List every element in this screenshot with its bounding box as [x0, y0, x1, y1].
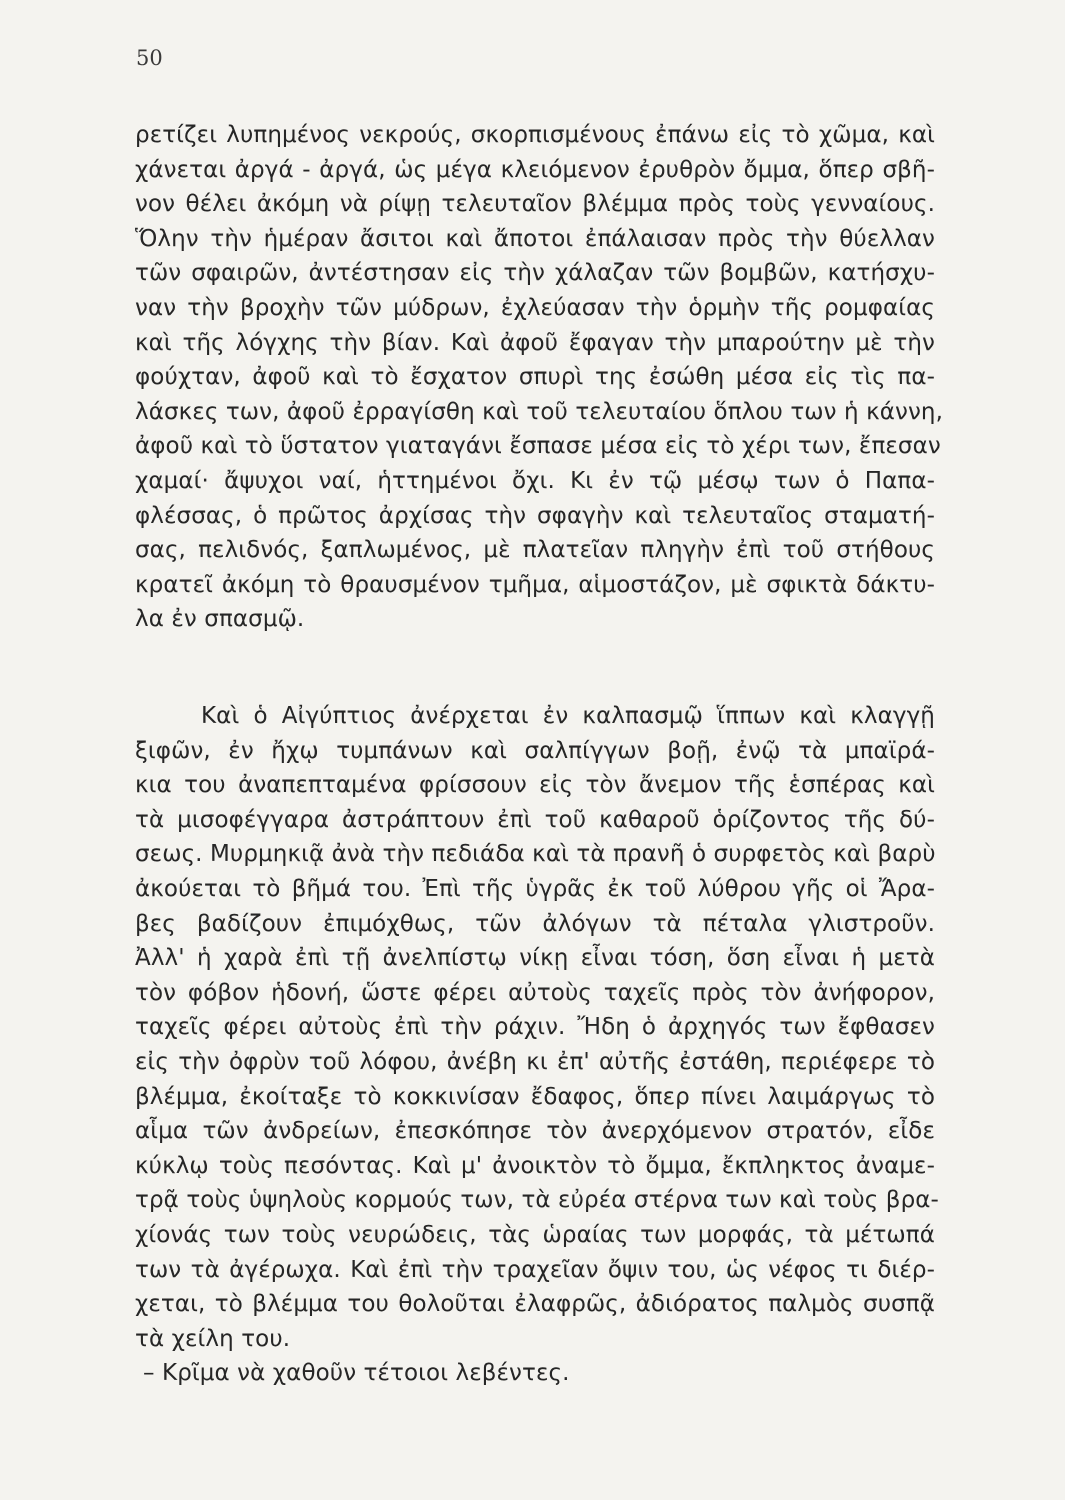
text-line: βες βαδίζουν ἐπιμόχθως, τῶν ἀλόγων τὰ πέταλα γλιστροῦν. — [135, 910, 935, 937]
text-line: εἰς τὴν ὀφρὺν τοῦ λόφου, ἀνέβη κι ἐπ' αὐτῆς ἐστάθη, περιέφερε τὸ — [135, 1048, 935, 1075]
text-line: σεως. Μυρμηκιᾷ ἀνὰ τὴν πεδιάδα καὶ τὰ πρανῆ ὁ συρφετὸς καὶ βαρὺ — [135, 841, 936, 868]
text-line: Ἀλλ' ἡ χαρὰ ἐπὶ τῇ ἀνελπίστῳ νίκῃ εἶναι τόση, ὅση εἶναι ἡ μετὰ — [135, 945, 935, 972]
text-line: τὰ χείλη του. — [135, 1325, 291, 1352]
text-line: των τὰ ἀγέρωχα. Καὶ ἐπὶ τὴν τραχεῖαν ὄψιν του, ὡς νέφος τι διέρ- — [135, 1256, 935, 1283]
dialogue-line: – Κρῖμα νὰ χαθοῦν τέτοιοι λεβέντες. — [143, 1360, 570, 1387]
text-line: ἀκούεται τὸ βῆμά του. Ἐπὶ τῆς ὑγρᾶς ἐκ τοῦ λύθρου γῆς οἱ Ἄρα- — [135, 875, 935, 902]
paragraph-2 — [135, 699, 939, 1391]
page-number: 50 — [136, 46, 163, 70]
text-line: νον θέλει ἀκόμη νὰ ρίψῃ τελευταῖον βλέμμα πρὸς τοὺς γενναίους. — [135, 191, 935, 218]
text-line: χάνεται ἀργά - ἀργά, ὡς μέγα κλειόμενον ἐρυθρὸν ὄμμα, ὅπερ σβῆ- — [135, 156, 935, 183]
text-line: τρᾷ τοὺς ὑψηλοὺς κορμούς των, τὰ εὐρέα στέρνα των καὶ τοὺς βρα- — [135, 1187, 939, 1214]
text-line: χαμαί· ἄψυχοι ναί, ἡττημένοι ὄχι. Κι ἐν τῷ μέσῳ των ὁ Παπα- — [135, 467, 935, 494]
text-line: φούχταν, ἀφοῦ καὶ τὸ ἔσχατον σπυρὶ της ἐσώθη μέσα εἰς τὶς πα- — [135, 364, 935, 391]
text-line: λα ἐν σπασμῷ. — [135, 606, 305, 633]
text-line: Καὶ ὁ Αἰγύπτιος ἀνέρχεται ἐν καλπασμῷ ἵππων καὶ κλαγγῇ — [201, 703, 935, 729]
text-line: τὸν φόβον ἡδονή, ὥστε φέρει αὐτοὺς ταχεῖς πρὸς τὸν ἀνήφορον, — [135, 979, 935, 1006]
paragraph-1 — [135, 118, 944, 637]
text-line: αἷμα τῶν ἀνδρείων, ἐπεσκόπησε τὸν ἀνερχόμενον στρατόν, εἶδε — [135, 1118, 935, 1145]
text-line: ταχεῖς φέρει αὐτοὺς ἐπὶ τὴν ράχιν. Ἤδη ὁ ἀρχηγός των ἔφθασεν — [135, 1014, 935, 1041]
text-line: ἀφοῦ καὶ τὸ ὕστατον γιαταγάνι ἔσπασε μέσα εἰς τὸ χέρι των, ἔπεσαν — [135, 433, 941, 460]
text-line: ξιφῶν, ἐν ἤχῳ τυμπάνων καὶ σαλπίγγων βοῇ, ἐνῷ τὰ μπαϊρά- — [135, 737, 935, 764]
text-line: φλέσσας, ὁ πρῶτος ἀρχίσας τὴν σφαγὴν καὶ τελευταῖος σταματή- — [135, 502, 935, 529]
text-line: σας, πελιδνός, ξαπλωμένος, μὲ πλατεῖαν πληγὴν ἐπὶ τοῦ στήθους — [135, 537, 935, 564]
text-line: κια του ἀναπεπταμένα φρίσσουν εἰς τὸν ἄνεμον τῆς ἑσπέρας καὶ — [135, 772, 935, 799]
text-line: Ὅλην τὴν ἡμέραν ἄσιτοι καὶ ἄποτοι ἐπάλαισαν πρὸς τὴν θύελλαν — [135, 225, 935, 252]
text-line: χεται, τὸ βλέμμα του θολοῦται ἐλαφρῶς, ἀδιόρατος παλμὸς συσπᾷ — [135, 1291, 935, 1318]
text-line: ναν τὴν βροχὴν τῶν μύδρων, ἐχλεύασαν τὴν ὁρμὴν τῆς ρομφαίας — [135, 294, 935, 321]
text-line: τῶν σφαιρῶν, ἀντέστησαν εἰς τὴν χάλαζαν τῶν βομβῶν, κατήσχυ- — [135, 260, 935, 287]
text-line: χίονάς των τοὺς νευρώδεις, τὰς ὡραίας των μορφάς, τὰ μέτωπά — [135, 1221, 935, 1248]
text-line: κρατεῖ ἀκόμη τὸ θραυσμένον τμῆμα, αἱμοστάζον, μὲ σφικτὰ δάκτυ- — [135, 571, 935, 598]
text-line: καὶ τῆς λόγχης τὴν βίαν. Καὶ ἀφοῦ ἔφαγαν τὴν μπαρούτην μὲ τὴν — [135, 329, 935, 356]
text-line: κύκλῳ τοὺς πεσόντας. Καὶ μ' ἀνοικτὸν τὸ ὄμμα, ἔκπληκτος ἀναμε- — [135, 1152, 935, 1179]
text-line: λάσκες των, ἀφοῦ ἐρραγίσθη καὶ τοῦ τελευταίου ὅπλου των ἡ κάννη, — [135, 398, 944, 425]
text-line: βλέμμα, ἐκοίταξε τὸ κοκκινίσαν ἔδαφος, ὅπερ πίνει λαιμάργως τὸ — [135, 1083, 935, 1110]
text-line: ρετίζει λυπημένος νεκρούς, σκορπισμένους ἐπάνω εἰς τὸ χῶμα, καὶ — [135, 122, 935, 148]
text-line: τὰ μισοφέγγαρα ἀστράπτουν ἐπὶ τοῦ καθαροῦ ὁρίζοντος τῆς δύ- — [135, 806, 935, 833]
